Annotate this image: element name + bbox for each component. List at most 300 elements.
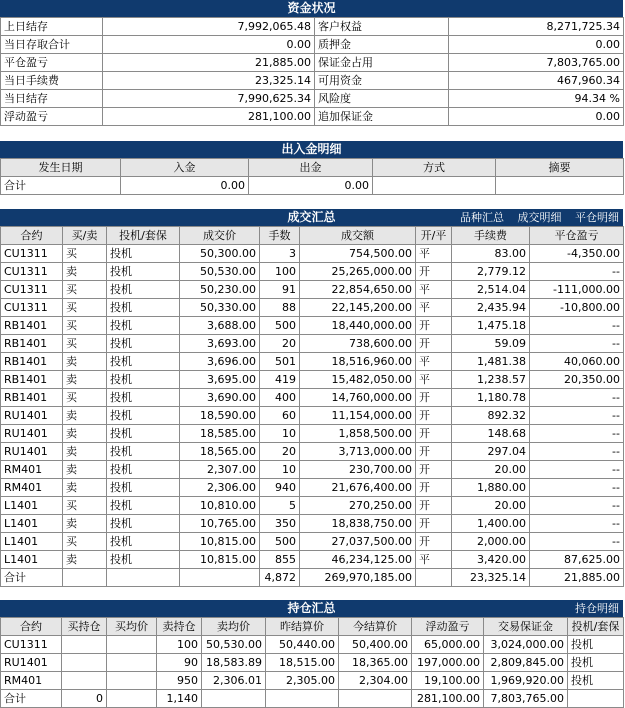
trade-cell: 10: [260, 425, 300, 443]
trade-cell: 投机: [107, 281, 180, 299]
table-row: [1, 54, 624, 72]
column-header: 方式: [373, 159, 496, 177]
trade-cell: 买: [63, 317, 107, 335]
trade-cell: 88: [260, 299, 300, 317]
position-cell: 投机: [568, 636, 624, 654]
total-cell: [107, 690, 157, 708]
trade-cell: 400: [260, 389, 300, 407]
column-header: 平仓盈亏: [530, 227, 624, 245]
trade-cell: 40,060.00: [530, 353, 624, 371]
funds-value: 0.00: [449, 108, 624, 126]
table-row: [1, 281, 624, 299]
trade-cell: 1,238.57: [452, 371, 530, 389]
table-row: [1, 636, 624, 654]
total-cell: 23,325.14: [452, 569, 530, 587]
trade-cell: 卖: [63, 461, 107, 479]
position-cell: CU1311: [1, 636, 62, 654]
total-cell: [568, 690, 624, 708]
trades-header: [0, 209, 623, 226]
trade-cell: 2,435.94: [452, 299, 530, 317]
trades-title: 成交汇总: [287, 210, 336, 224]
trade-cell: 501: [260, 353, 300, 371]
position-cell: [62, 636, 107, 654]
trade-cell: 投机: [107, 335, 180, 353]
column-header: 买/卖: [63, 227, 107, 245]
column-header: 昨结算价: [266, 618, 339, 636]
trade-cell: 买: [63, 497, 107, 515]
column-header: 买均价: [107, 618, 157, 636]
funds-label: 浮动盈亏: [1, 108, 103, 126]
column-header: 投机/套保: [568, 618, 624, 636]
total-cell: 0.00: [121, 177, 249, 195]
funds-value: 281,100.00: [103, 108, 315, 126]
cashflow-table: [0, 158, 624, 195]
trade-cell: 开: [416, 461, 452, 479]
trade-cell: 20.00: [452, 461, 530, 479]
trade-cell: 10: [260, 461, 300, 479]
table-row: [1, 479, 624, 497]
table-row: [1, 654, 624, 672]
trade-cell: 1,400.00: [452, 515, 530, 533]
trade-cell: 投机: [107, 425, 180, 443]
trade-cell: 18,516,960.00: [300, 353, 416, 371]
table-row: [1, 299, 624, 317]
link-trade-detail[interactable]: 成交明细: [517, 211, 562, 224]
trade-cell: 20: [260, 443, 300, 461]
table-row: [1, 533, 624, 551]
trade-cell: 855: [260, 551, 300, 569]
position-cell: [62, 654, 107, 672]
total-cell: [496, 177, 624, 195]
total-cell: [63, 569, 107, 587]
total-cell: 0.00: [249, 177, 373, 195]
trade-cell: 20.00: [452, 497, 530, 515]
trade-cell: 1,880.00: [452, 479, 530, 497]
trade-cell: 开: [416, 533, 452, 551]
trade-cell: --: [530, 443, 624, 461]
trade-cell: 卖: [63, 443, 107, 461]
column-header: 浮动盈亏: [412, 618, 484, 636]
trade-cell: 59.09: [452, 335, 530, 353]
trade-cell: 10,815.00: [180, 533, 260, 551]
trade-cell: --: [530, 407, 624, 425]
trade-cell: 18,565.00: [180, 443, 260, 461]
trade-cell: RM401: [1, 479, 63, 497]
trade-cell: 5: [260, 497, 300, 515]
column-header: 手数: [260, 227, 300, 245]
total-cell: [202, 690, 266, 708]
trade-cell: 500: [260, 317, 300, 335]
trade-cell: 1,180.78: [452, 389, 530, 407]
total-cell: 合计: [1, 177, 121, 195]
link-position-detail[interactable]: 持仓明细: [575, 602, 619, 615]
trade-cell: 买: [63, 335, 107, 353]
funds-label: 保证金占用: [315, 54, 449, 72]
funds-table: [0, 17, 624, 126]
trade-cell: 投机: [107, 461, 180, 479]
trade-cell: CU1311: [1, 263, 63, 281]
trade-cell: --: [530, 335, 624, 353]
trade-cell: 卖: [63, 515, 107, 533]
position-cell: 19,100.00: [412, 672, 484, 690]
trade-cell: 3,420.00: [452, 551, 530, 569]
table-row: [1, 515, 624, 533]
position-cell: [62, 672, 107, 690]
table-row: [1, 389, 624, 407]
trade-cell: 230,700.00: [300, 461, 416, 479]
trade-cell: 开: [416, 479, 452, 497]
trade-cell: 500: [260, 533, 300, 551]
trade-cell: 46,234,125.00: [300, 551, 416, 569]
funds-label: 可用资金: [315, 72, 449, 90]
column-header: 摘要: [496, 159, 624, 177]
trade-cell: 3,688.00: [180, 317, 260, 335]
trade-cell: 27,037,500.00: [300, 533, 416, 551]
trade-cell: 平: [416, 551, 452, 569]
trade-cell: 2,779.12: [452, 263, 530, 281]
funds-title: 资金状况: [287, 1, 336, 15]
trade-cell: CU1311: [1, 281, 63, 299]
total-cell: [373, 177, 496, 195]
cashflow-header: [0, 141, 623, 158]
funds-label: 客户权益: [315, 18, 449, 36]
table-row: [1, 443, 624, 461]
trade-cell: 754,500.00: [300, 245, 416, 263]
position-cell: 50,440.00: [266, 636, 339, 654]
trade-cell: 投机: [107, 407, 180, 425]
trade-cell: 892.32: [452, 407, 530, 425]
trade-cell: 50,230.00: [180, 281, 260, 299]
column-header: 交易保证金: [484, 618, 568, 636]
trade-cell: 开: [416, 497, 452, 515]
column-header: 开/平: [416, 227, 452, 245]
trade-cell: 1,475.18: [452, 317, 530, 335]
trade-cell: 卖: [63, 353, 107, 371]
trade-cell: CU1311: [1, 299, 63, 317]
total-cell: 281,100.00: [412, 690, 484, 708]
trade-cell: 开: [416, 317, 452, 335]
trade-cell: --: [530, 389, 624, 407]
trade-cell: 18,838,750.00: [300, 515, 416, 533]
cashflow-section: [0, 141, 623, 195]
trade-cell: 卖: [63, 551, 107, 569]
funds-value: 7,803,765.00: [449, 54, 624, 72]
trade-cell: --: [530, 479, 624, 497]
trade-cell: L1401: [1, 515, 63, 533]
trade-cell: 平: [416, 299, 452, 317]
trade-cell: 100: [260, 263, 300, 281]
trade-cell: 买: [63, 281, 107, 299]
position-cell: [107, 672, 157, 690]
trade-cell: 开: [416, 335, 452, 353]
trade-cell: 18,440,000.00: [300, 317, 416, 335]
funds-value: 7,992,065.48: [103, 18, 315, 36]
positions-header: [0, 600, 623, 617]
trade-cell: RU1401: [1, 425, 63, 443]
trade-cell: 开: [416, 263, 452, 281]
trade-cell: 14,760,000.00: [300, 389, 416, 407]
trade-cell: RB1401: [1, 317, 63, 335]
trade-cell: 投机: [107, 551, 180, 569]
column-header: 成交价: [180, 227, 260, 245]
trade-cell: 3: [260, 245, 300, 263]
trade-cell: 开: [416, 515, 452, 533]
trade-cell: 3,690.00: [180, 389, 260, 407]
column-header: 手续费: [452, 227, 530, 245]
trade-cell: 投机: [107, 443, 180, 461]
trade-cell: 1,481.38: [452, 353, 530, 371]
trade-cell: L1401: [1, 551, 63, 569]
trades-section: [0, 209, 623, 587]
trade-cell: 350: [260, 515, 300, 533]
trade-cell: --: [530, 317, 624, 335]
total-cell: [180, 569, 260, 587]
trade-cell: --: [530, 425, 624, 443]
trade-cell: 83.00: [452, 245, 530, 263]
position-cell: 1,969,920.00: [484, 672, 568, 690]
position-cell: 50,530.00: [202, 636, 266, 654]
position-cell: 投机: [568, 672, 624, 690]
trade-cell: 开: [416, 425, 452, 443]
trade-cell: -4,350.00: [530, 245, 624, 263]
funds-label: 质押金: [315, 36, 449, 54]
column-header: 今结算价: [339, 618, 412, 636]
position-cell: 2,304.00: [339, 672, 412, 690]
trade-cell: RB1401: [1, 353, 63, 371]
table-row: [1, 353, 624, 371]
position-cell: 18,515.00: [266, 654, 339, 672]
column-header: 发生日期: [1, 159, 121, 177]
trade-cell: 卖: [63, 407, 107, 425]
trade-cell: 15,482,050.00: [300, 371, 416, 389]
trade-cell: 卖: [63, 425, 107, 443]
trade-cell: 11,154,000.00: [300, 407, 416, 425]
position-cell: 197,000.00: [412, 654, 484, 672]
table-row: [1, 108, 624, 126]
column-header: 合约: [1, 618, 62, 636]
funds-value: 0.00: [449, 36, 624, 54]
column-header: 成交额: [300, 227, 416, 245]
position-cell: RU1401: [1, 654, 62, 672]
column-header: 投机/套保: [107, 227, 180, 245]
trade-cell: RB1401: [1, 371, 63, 389]
trade-cell: 25,265,000.00: [300, 263, 416, 281]
trade-cell: 买: [63, 299, 107, 317]
position-cell: 2,305.00: [266, 672, 339, 690]
position-cell: [107, 636, 157, 654]
trade-cell: 投机: [107, 263, 180, 281]
trade-cell: 20,350.00: [530, 371, 624, 389]
trade-cell: 投机: [107, 299, 180, 317]
trade-cell: 10,765.00: [180, 515, 260, 533]
trades-table: [0, 226, 624, 587]
table-row: [1, 317, 624, 335]
column-header: 合约: [1, 227, 63, 245]
trade-cell: 10,810.00: [180, 497, 260, 515]
trade-cell: 18,590.00: [180, 407, 260, 425]
funds-value: 94.34 %: [449, 90, 624, 108]
table-row: [1, 18, 624, 36]
table-row: [1, 335, 624, 353]
trade-cell: 平: [416, 353, 452, 371]
trade-cell: 买: [63, 389, 107, 407]
trade-cell: 卖: [63, 263, 107, 281]
trade-cell: 22,854,650.00: [300, 281, 416, 299]
trade-cell: 平: [416, 371, 452, 389]
table-row: [1, 425, 624, 443]
table-row: [1, 36, 624, 54]
funds-value: 8,271,725.34: [449, 18, 624, 36]
position-cell: 100: [157, 636, 202, 654]
column-header: 卖均价: [202, 618, 266, 636]
table-row: [1, 551, 624, 569]
total-cell: 4,872: [260, 569, 300, 587]
trade-cell: 卖: [63, 371, 107, 389]
table-row: [1, 371, 624, 389]
trade-cell: 开: [416, 443, 452, 461]
trade-cell: 18,585.00: [180, 425, 260, 443]
trade-cell: 22,145,200.00: [300, 299, 416, 317]
funds-value: 23,325.14: [103, 72, 315, 90]
position-cell: 2,809,845.00: [484, 654, 568, 672]
trade-cell: 卖: [63, 479, 107, 497]
trade-cell: 1,858,500.00: [300, 425, 416, 443]
trade-cell: CU1311: [1, 245, 63, 263]
total-cell: 7,803,765.00: [484, 690, 568, 708]
trade-cell: 投机: [107, 371, 180, 389]
funds-value: 0.00: [103, 36, 315, 54]
link-close-detail[interactable]: 平仓明细: [575, 211, 619, 224]
trade-cell: 2,000.00: [452, 533, 530, 551]
position-cell: 90: [157, 654, 202, 672]
trade-cell: 投机: [107, 245, 180, 263]
position-cell: 18,365.00: [339, 654, 412, 672]
position-cell: 投机: [568, 654, 624, 672]
table-row: [1, 461, 624, 479]
positions-title: 持仓汇总: [287, 601, 336, 615]
trade-cell: 2,307.00: [180, 461, 260, 479]
position-cell: [107, 654, 157, 672]
trade-cell: --: [530, 533, 624, 551]
trade-cell: 87,625.00: [530, 551, 624, 569]
table-row: [1, 672, 624, 690]
total-cell: [416, 569, 452, 587]
trade-cell: 投机: [107, 497, 180, 515]
funds-label: 平仓盈亏: [1, 54, 103, 72]
table-row-total: [1, 177, 624, 195]
trade-cell: 50,530.00: [180, 263, 260, 281]
funds-value: 21,885.00: [103, 54, 315, 72]
trade-cell: 3,693.00: [180, 335, 260, 353]
trade-cell: 60: [260, 407, 300, 425]
total-cell: 0: [62, 690, 107, 708]
table-row: [1, 263, 624, 281]
trade-cell: --: [530, 263, 624, 281]
funds-label: 追加保证金: [315, 108, 449, 126]
trade-cell: 2,306.00: [180, 479, 260, 497]
position-cell: 50,400.00: [339, 636, 412, 654]
funds-value: 7,990,625.34: [103, 90, 315, 108]
total-cell: 1,140: [157, 690, 202, 708]
trade-cell: 3,713,000.00: [300, 443, 416, 461]
trade-cell: -111,000.00: [530, 281, 624, 299]
trade-cell: 买: [63, 533, 107, 551]
position-cell: RM401: [1, 672, 62, 690]
trade-cell: RM401: [1, 461, 63, 479]
trade-cell: 3,696.00: [180, 353, 260, 371]
trade-cell: 21,676,400.00: [300, 479, 416, 497]
trade-cell: 平: [416, 245, 452, 263]
trade-cell: RB1401: [1, 389, 63, 407]
trade-cell: 平: [416, 281, 452, 299]
trade-cell: 投机: [107, 353, 180, 371]
table-row: [1, 497, 624, 515]
trade-cell: L1401: [1, 533, 63, 551]
total-cell: 合计: [1, 569, 63, 587]
link-product-summary[interactable]: 品种汇总: [460, 211, 504, 224]
positions-table: [0, 617, 624, 708]
position-cell: 3,024,000.00: [484, 636, 568, 654]
trade-cell: 738,600.00: [300, 335, 416, 353]
trade-cell: 50,330.00: [180, 299, 260, 317]
table-row: [1, 245, 624, 263]
trade-cell: 270,250.00: [300, 497, 416, 515]
trade-cell: 148.68: [452, 425, 530, 443]
total-cell: 269,970,185.00: [300, 569, 416, 587]
column-header: 买持仓: [62, 618, 107, 636]
funds-label: 当日存取合计: [1, 36, 103, 54]
funds-label: 当日手续费: [1, 72, 103, 90]
position-cell: 18,583.89: [202, 654, 266, 672]
table-row-total: [1, 690, 624, 708]
trade-cell: 940: [260, 479, 300, 497]
total-cell: [266, 690, 339, 708]
trade-cell: 开: [416, 389, 452, 407]
position-cell: 2,306.01: [202, 672, 266, 690]
funds-section: [0, 0, 623, 126]
trade-cell: 投机: [107, 317, 180, 335]
table-row-total: [1, 569, 624, 587]
trade-cell: 3,695.00: [180, 371, 260, 389]
trade-cell: 买: [63, 245, 107, 263]
trade-cell: RU1401: [1, 443, 63, 461]
trade-cell: 91: [260, 281, 300, 299]
trade-cell: 10,815.00: [180, 551, 260, 569]
trade-cell: 投机: [107, 515, 180, 533]
column-header: 出金: [249, 159, 373, 177]
cashflow-title: 出入金明细: [281, 142, 342, 156]
trade-cell: L1401: [1, 497, 63, 515]
position-cell: 65,000.00: [412, 636, 484, 654]
table-row: [1, 72, 624, 90]
trade-cell: 2,514.04: [452, 281, 530, 299]
funds-label: 风险度: [315, 90, 449, 108]
trade-cell: --: [530, 461, 624, 479]
column-header: 入金: [121, 159, 249, 177]
trade-cell: 投机: [107, 479, 180, 497]
trade-cell: 20: [260, 335, 300, 353]
funds-value: 467,960.34: [449, 72, 624, 90]
table-row: [1, 407, 624, 425]
trade-cell: 投机: [107, 389, 180, 407]
funds-label: 上日结存: [1, 18, 103, 36]
funds-header: [0, 0, 623, 17]
position-cell: 950: [157, 672, 202, 690]
funds-label: 当日结存: [1, 90, 103, 108]
total-cell: 21,885.00: [530, 569, 624, 587]
total-cell: 合计: [1, 690, 62, 708]
trade-cell: RU1401: [1, 407, 63, 425]
